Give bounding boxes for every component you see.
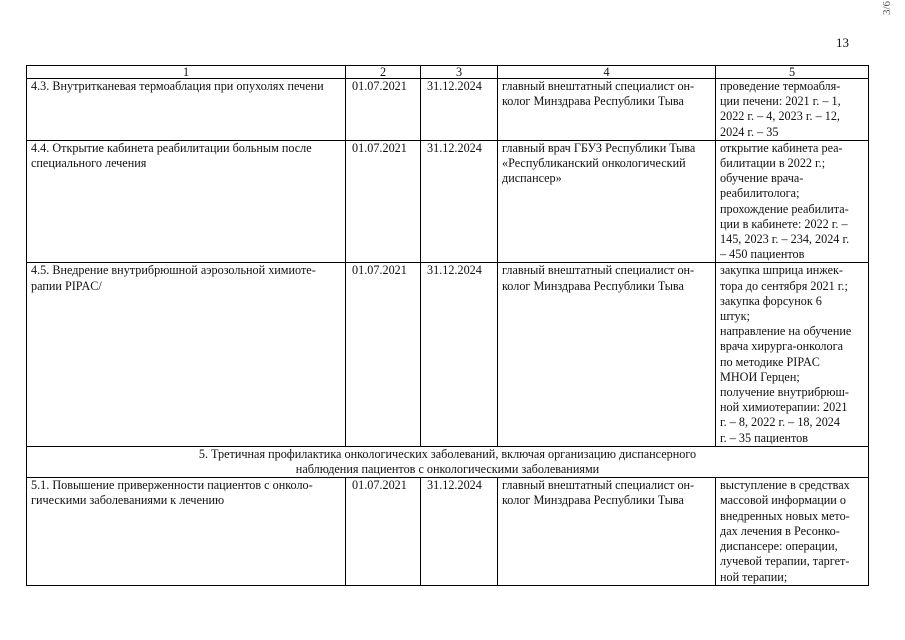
result-line: ции печени: 2021 г. – 1,	[720, 94, 841, 109]
result-line: ной химиотерапии: 2021	[720, 400, 848, 415]
measure-cell	[27, 140, 346, 263]
responsible-line: «Республиканский онкологический	[502, 156, 686, 171]
plan-table	[26, 65, 869, 586]
measure-line: 4.3. Внутритканевая термоаблация при опухолях печени	[31, 79, 324, 93]
result-line: направление на обучение	[720, 324, 852, 339]
responsible-cell	[498, 140, 716, 263]
start-date-cell: 01.07.2021	[346, 478, 421, 585]
result-line: массовой информации о	[720, 493, 846, 508]
start-date-cell: 01.07.2021	[346, 263, 421, 446]
result-line: закупка форсунок 6	[720, 293, 822, 308]
end-date-cell: 31.12.2024	[421, 478, 498, 585]
section-heading-line: наблюдения пациентов с онкологическими заболеваниями	[295, 462, 600, 477]
result-line: 2024 г. – 35	[720, 124, 779, 139]
start-date-cell: 01.07.2021	[346, 79, 421, 141]
result-line: диспансере: операции,	[720, 539, 838, 554]
result-line: врача хирурга-онколога	[720, 339, 843, 354]
header-cell: 2	[346, 66, 421, 79]
result-line: ции в кабинете: 2022 г. –	[720, 216, 848, 231]
header-cell: 1	[27, 66, 346, 79]
header-row	[27, 66, 869, 79]
measure-line: специального лечения	[31, 156, 147, 171]
measure-line: гическими заболеваниями к лечению	[31, 493, 225, 508]
result-line: 2022 г. – 4, 2023 г. – 12,	[720, 109, 840, 124]
measure-cell	[27, 263, 346, 446]
result-line: получение внутрибрюш-	[720, 385, 849, 400]
measure-cell	[27, 79, 346, 141]
end-date-cell: 31.12.2024	[421, 140, 498, 263]
measure-line: 4.5. Внедрение внутрибрюшной аэрозольной химиоте-	[31, 263, 316, 278]
section-row	[27, 446, 869, 477]
result-line: прохождение реабилита-	[720, 201, 849, 216]
responsible-cell	[498, 263, 716, 446]
end-date-cell: 31.12.2024	[421, 79, 498, 141]
result-line: закупка шприца инжек-	[720, 263, 843, 278]
responsible-cell	[498, 79, 716, 141]
table-row	[27, 140, 869, 263]
result-cell	[716, 478, 869, 585]
corner-mark: 3/6	[881, 0, 894, 16]
responsible-line: главный внештатный специалист он-	[502, 263, 695, 278]
section-heading	[27, 446, 869, 477]
responsible-line: диспансер»	[502, 171, 562, 186]
result-line: по методике PIPAC	[720, 354, 820, 369]
header-cell: 3	[421, 66, 498, 79]
result-line: обучение врача-	[720, 171, 804, 186]
end-date-cell: 31.12.2024	[421, 263, 498, 446]
responsible-line: главный внештатный специалист он-	[502, 79, 695, 93]
responsible-cell	[498, 478, 716, 585]
result-line: открытие кабинета реа-	[720, 140, 843, 155]
measure-cell	[27, 478, 346, 585]
measure-line: 4.4. Открытие кабинета реабилитации больным после	[31, 140, 312, 155]
responsible-line: главный внештатный специалист он-	[502, 478, 695, 493]
table-row	[27, 263, 869, 446]
result-line: дах лечения в Ресонко-	[720, 523, 840, 538]
responsible-line: главный врач ГБУЗ Республики Тыва	[502, 140, 696, 155]
result-line: ной терапии;	[720, 569, 788, 584]
table-row	[27, 478, 869, 585]
responsible-line: колог Минздрава Республики Тыва	[502, 278, 684, 293]
result-line: внедренных новых мето-	[720, 508, 850, 523]
result-line: выступление в средствах	[720, 478, 850, 493]
section-heading-line: 5. Третичная профилактика онкологических заболеваний, включая организацию диспансерного	[198, 446, 697, 461]
result-cell	[716, 263, 869, 446]
result-line: г. – 35 пациентов	[720, 430, 809, 445]
result-cell	[716, 79, 869, 141]
measure-line: 5.1. Повышение приверженности пациентов с онколо-	[31, 478, 313, 493]
result-cell	[716, 140, 869, 263]
result-line: билитации в 2022 г.;	[720, 156, 826, 171]
start-date-cell: 01.07.2021	[346, 140, 421, 263]
responsible-line: колог Минздрава Республики Тыва	[502, 493, 684, 508]
result-line: МНОИ Герцен;	[720, 369, 800, 384]
header-cell: 5	[716, 66, 869, 79]
result-line: штук;	[720, 309, 750, 324]
table-row	[27, 79, 869, 141]
result-line: лучевой терапии, таргет-	[720, 554, 850, 569]
result-line: реабилитолога;	[720, 186, 800, 201]
result-line: г. – 8, 2022 г. – 18, 2024	[720, 415, 840, 430]
result-line: – 450 пациентов	[720, 247, 805, 262]
result-line: тора до сентября 2021 г.;	[720, 278, 848, 293]
result-line: проведение термоабля-	[720, 79, 841, 93]
result-line: 145, 2023 г. – 234, 2024 г.	[720, 232, 850, 247]
measure-line: рапии PIPAC/	[31, 278, 102, 293]
page-number: 13	[836, 35, 849, 50]
header-cell: 4	[498, 66, 716, 79]
responsible-line: колог Минздрава Республики Тыва	[502, 94, 684, 109]
